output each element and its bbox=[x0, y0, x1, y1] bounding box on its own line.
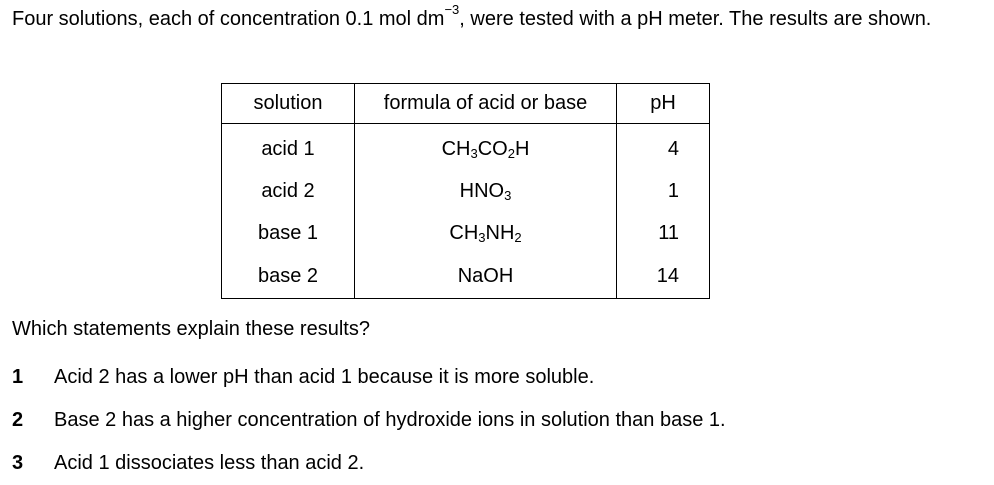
cell-formula: $HNO_3$ bbox=[355, 170, 617, 212]
cell-solution: acid 1 bbox=[222, 128, 355, 170]
table-row bbox=[222, 170, 710, 212]
header-ph: pH bbox=[617, 84, 710, 124]
cell-formula: NaOH bbox=[355, 254, 617, 299]
statement-2 bbox=[0, 409, 994, 435]
results-table bbox=[221, 83, 710, 299]
cell-ph: 4 bbox=[617, 128, 710, 170]
table-header-row bbox=[222, 84, 710, 124]
header-solution: solution bbox=[222, 84, 355, 124]
header-formula: formula of acid or base bbox=[355, 84, 617, 124]
statement-3 bbox=[0, 452, 994, 478]
concentration-unit: mol $dm^{-3}$ bbox=[378, 2, 460, 30]
statement-text: Acid 1 dissociates less than acid 2. bbox=[54, 452, 365, 474]
statement-text: Acid 2 has a lower pH than acid 1 because it is more soluble. bbox=[54, 366, 595, 388]
statement-number: 2 bbox=[12, 409, 24, 431]
statement-number: 3 bbox=[12, 452, 24, 474]
table-row bbox=[222, 128, 710, 170]
cell-ph: 14 bbox=[617, 254, 710, 299]
question-text: Which statements explain these results? bbox=[12, 318, 370, 340]
cell-solution: base 2 bbox=[222, 254, 355, 299]
cell-solution: acid 2 bbox=[222, 170, 355, 212]
cell-ph: 11 bbox=[617, 212, 710, 254]
cell-formula: $CH_3NH_2$ bbox=[355, 212, 617, 254]
cell-formula: $CH_3CO_2H$ bbox=[355, 128, 617, 170]
statement-text: Base 2 has a higher concentration of hydroxide ions in solution than base 1. bbox=[54, 409, 726, 431]
cell-solution: base 1 bbox=[222, 212, 355, 254]
intro-text-before: Four solutions, each of concentration 0.1 bbox=[12, 8, 374, 30]
table-row bbox=[222, 254, 710, 299]
unit-exponent: −3 bbox=[444, 2, 460, 18]
table-row bbox=[222, 212, 710, 254]
statement-1 bbox=[0, 366, 994, 392]
statement-number: 1 bbox=[12, 366, 24, 388]
cell-ph: 1 bbox=[617, 170, 710, 212]
intro-paragraph bbox=[12, 2, 962, 32]
intro-text-after: , were tested with a pH meter. The results are shown. bbox=[459, 8, 932, 30]
